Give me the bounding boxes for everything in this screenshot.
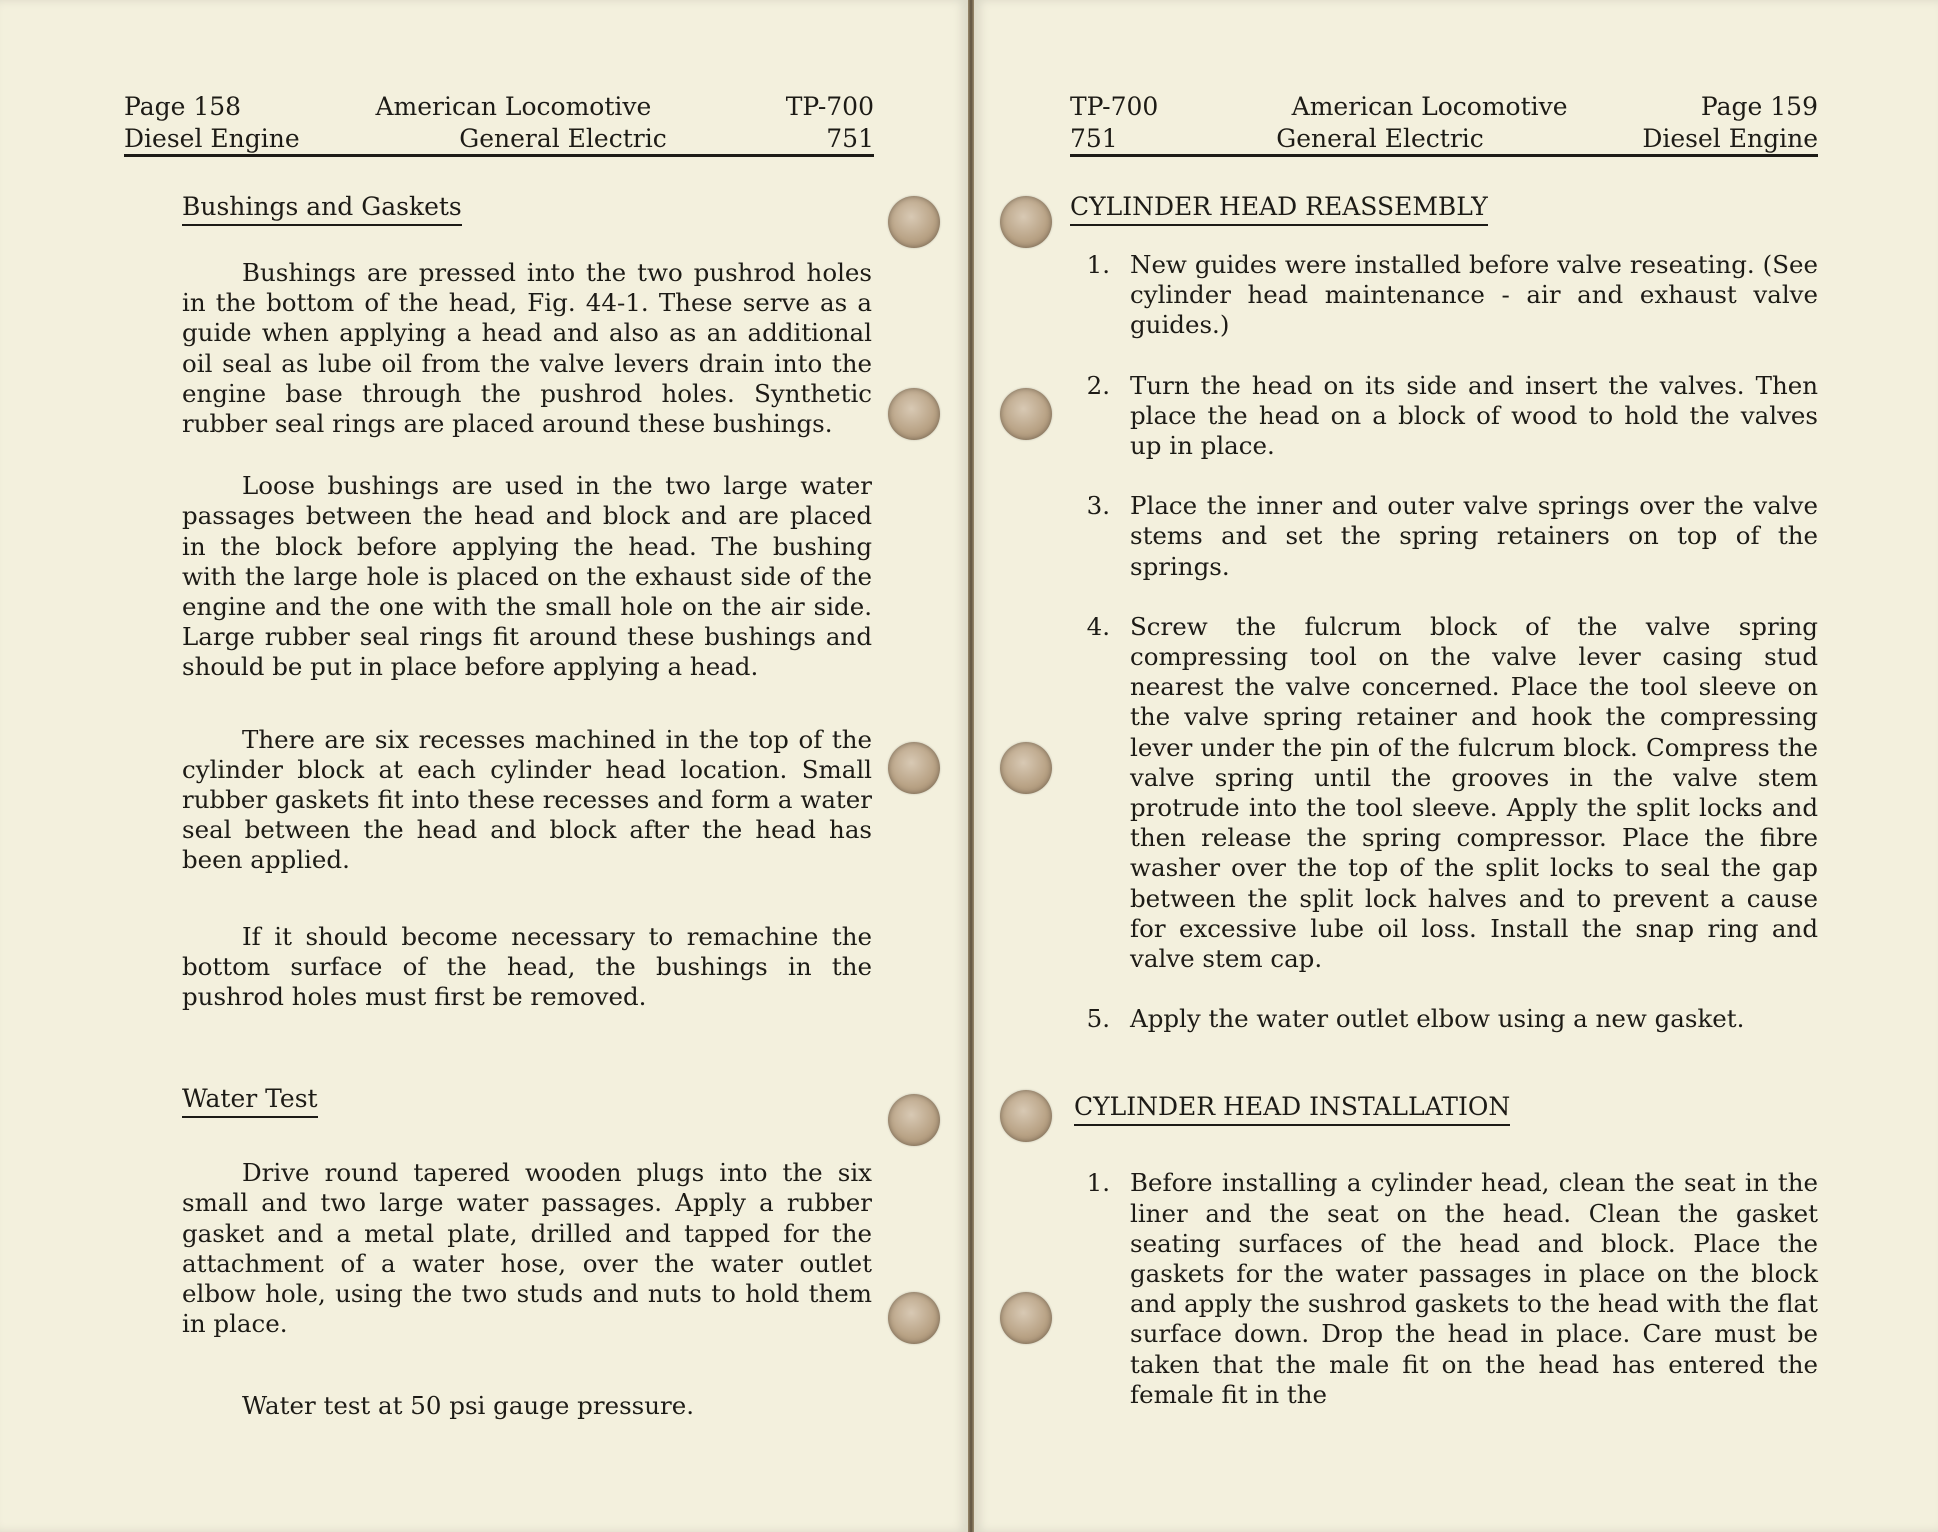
binder-hole	[888, 196, 940, 248]
section-heading-water-test: Water Test	[182, 1082, 318, 1118]
section-name: Diesel Engine	[1642, 124, 1818, 153]
binder-hole	[1000, 196, 1052, 248]
section-name: Diesel Engine	[124, 124, 300, 153]
paragraph: There are six recesses machined in the top of the cylinder block at each cylinder head location. Small rubber gaskets fit into these recesses and form a water seal between the head and block after the head has been applied.	[182, 724, 872, 875]
header-title: American Locomotive	[375, 92, 652, 121]
step-number: 3.	[1086, 491, 1110, 521]
list-item	[1070, 250, 1818, 341]
step-number: 1.	[1086, 1168, 1110, 1198]
section-heading-installation: CYLINDER HEAD INSTALLATION	[1074, 1090, 1510, 1126]
header-title: American Locomotive	[1291, 92, 1568, 121]
header-subtitle: General Electric	[459, 124, 667, 153]
step-text: New guides were installed before valve reseating. (See cylinder head maintenance - air and exhaust valve guides.)	[1130, 250, 1818, 340]
paragraph: Water test at 50 psi gauge pressure.	[242, 1391, 694, 1421]
step-text: Turn the head on its side and insert the valves. Then place the head on a block of wood to hold the valves up in place.	[1130, 370, 1818, 461]
revision: 751	[1070, 124, 1118, 153]
list-item	[1070, 1004, 1818, 1034]
paragraph: Loose bushings are used in the two large water passages between the head and block and are placed in the block before applying the head. The bushing with the large hole is placed on the exhaust side of the engine and the one with the small hole on the air side. Large rubber seal rings fit around these bushings and should be put in place before applying a head.	[182, 471, 872, 682]
page-number: Page 159	[1700, 92, 1818, 121]
section-heading-reassembly: CYLINDER HEAD REASSEMBLY	[1070, 190, 1488, 226]
header-subtitle: General Electric	[1276, 124, 1484, 153]
left-page	[0, 0, 968, 1532]
binder-hole	[1000, 1090, 1052, 1142]
reassembly-steps	[1070, 250, 1818, 1034]
doc-number: TP-700	[1070, 92, 1159, 121]
step-text: Before installing a cylinder head, clean the seat in the liner and the seat on the head. Clean the gasket seating surfaces of the head and block. Place the gaskets for the water passages in place on the block and apply the sushrod gaskets to the head with the flat surface down. Drop the head in place. Care must be taken that the male fit on the head has entered the female fit in the	[1130, 1168, 1818, 1409]
list-item	[1070, 612, 1818, 974]
left-page-content	[182, 190, 872, 1422]
right-page-content	[1070, 190, 1818, 1410]
paragraph: Drive round tapered wooden plugs into the six small and two large water passages. Apply a rubber gasket and a metal plate, drilled and tapped for the attachment of a water hose, over the water outlet elbow hole, using the two studs and nuts to hold them in place.	[182, 1158, 872, 1339]
binder-hole	[1000, 388, 1052, 440]
step-text: Screw the fulcrum block of the valve spring compressing tool on the valve lever casing stud nearest the valve concerned. Place the tool sleeve on the valve spring retainer and hook the compressing lever under the pin of the fulcrum block. Compress the valve spring until the grooves in the valve stem protrude into the tool sleeve. Apply the split locks and then release the spring compressor. Place the fibre washer over the top of the split locks to seal the gap between the split lock halves and to prevent a cause for excessive lube oil loss. Install the snap ring and valve stem cap.	[1130, 611, 1818, 974]
binder-hole	[888, 1094, 940, 1146]
list-item	[1070, 491, 1818, 582]
binder-hole	[1000, 1292, 1052, 1344]
paragraph: If it should become necessary to remachine the bottom surface of the head, the bushings in the pushrod holes must first be removed.	[182, 921, 872, 1012]
left-page-header	[124, 92, 874, 157]
right-page	[974, 0, 1938, 1532]
binder-hole	[1000, 742, 1052, 794]
binder-hole	[888, 388, 940, 440]
list-item	[1070, 371, 1818, 462]
step-number: 4.	[1086, 611, 1110, 641]
revision: 751	[826, 124, 874, 153]
step-number: 1.	[1086, 250, 1110, 279]
paragraph: Bushings are pressed into the two pushrod holes in the bottom of the head, Fig. 44-1. These serve as a guide when applying a head and also as an additional oil seal as lube oil from the valve levers drain into the engine base through the pushrod holes. Synthetic rubber seal rings are placed around these bushings.	[182, 258, 872, 439]
binder-hole	[888, 1292, 940, 1344]
step-number: 2.	[1086, 370, 1110, 400]
list-item	[1070, 1168, 1818, 1410]
right-page-header	[1070, 92, 1818, 157]
section-heading-bushings: Bushings and Gaskets	[182, 190, 462, 226]
step-text: Place the inner and outer valve springs over the valve stems and set the spring retainers on top of the springs.	[1130, 491, 1818, 581]
installation-steps	[1070, 1168, 1818, 1410]
step-text: Apply the water outlet elbow using a new gasket.	[1130, 1004, 1745, 1034]
doc-number: TP-700	[785, 92, 874, 121]
binder-hole	[888, 742, 940, 794]
step-number: 5.	[1086, 1004, 1110, 1034]
page-number: Page 158	[124, 92, 242, 121]
